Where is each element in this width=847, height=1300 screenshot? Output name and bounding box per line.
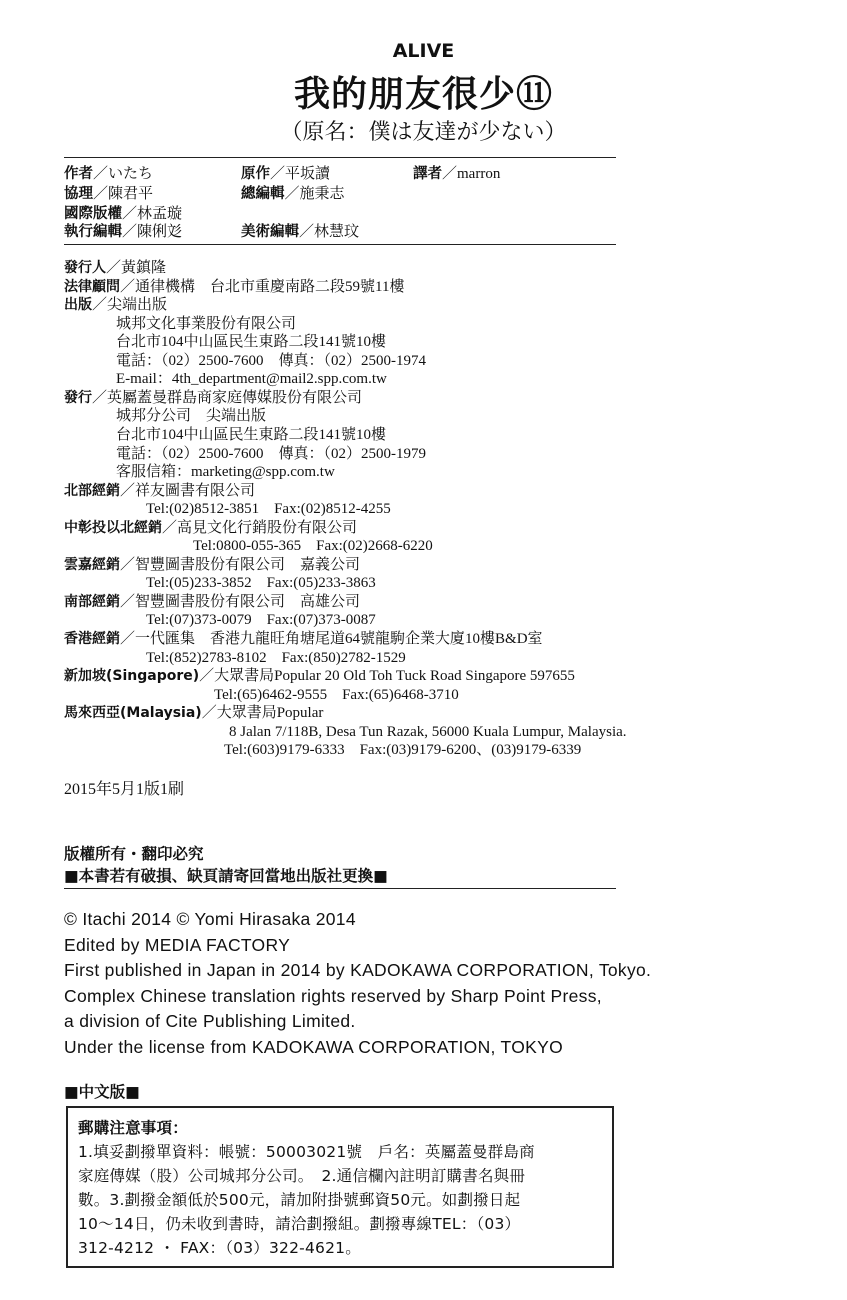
entry-value: Tel:(65)6462-9555 Fax:(65)6468-3710 bbox=[214, 686, 459, 703]
entry-value: 電話：（02）2500-7600 傳真：（02）2500-1974 bbox=[116, 352, 426, 369]
publisher-entry-detail bbox=[193, 537, 433, 555]
divider bbox=[64, 157, 616, 158]
credit-name: 陳俐彣 bbox=[137, 224, 183, 240]
english-rights-line: a division of Cite Publishing Limited. bbox=[64, 1011, 356, 1032]
entry-label: 雲嘉經銷 bbox=[64, 556, 120, 573]
entry-value: Tel:(07)373-0079 Fax:(07)373-0087 bbox=[146, 612, 376, 629]
publisher-entry bbox=[64, 704, 323, 722]
entry-value: 祥友圖書有限公司 bbox=[135, 482, 256, 499]
publisher-entry-detail bbox=[116, 352, 426, 370]
separator: ／ bbox=[120, 631, 136, 647]
publisher-entry bbox=[64, 519, 357, 537]
entry-value: 城邦分公司 尖端出版 bbox=[116, 408, 267, 425]
separator: ／ bbox=[162, 519, 178, 536]
separator: ／ bbox=[106, 260, 122, 276]
damage-replacement-notice: ■本書若有破損、缺頁請寄回當地出版社更換■ bbox=[64, 867, 388, 885]
credit-name: 平坂讀 bbox=[285, 166, 331, 182]
entry-value: 電話：（02）2500-7600 傳真：（02）2500-1979 bbox=[116, 445, 426, 462]
publisher-entry-detail bbox=[116, 333, 386, 351]
english-rights-line: Edited by MEDIA FACTORY bbox=[64, 934, 291, 955]
entry-value: Tel:(852)2783-8102 Fax:(850)2782-1529 bbox=[146, 649, 406, 666]
original-title: （原名：僕は友達が少ない） bbox=[280, 120, 567, 145]
entry-value: Tel:(603)9179-6333 Fax:(03)9179-6200、(03)9179-6339 bbox=[224, 742, 582, 759]
credit-entry bbox=[64, 223, 182, 241]
separator: ／ bbox=[120, 556, 136, 573]
book-title: 我的朋友很少⑪ bbox=[293, 74, 553, 115]
edition-date: 2015年5月1版1刷 bbox=[64, 781, 185, 798]
credit-entry bbox=[64, 165, 153, 183]
credit-name: 林孟璇 bbox=[137, 206, 183, 222]
credit-name: marron bbox=[457, 166, 501, 182]
entry-label: 北部經銷 bbox=[64, 482, 120, 499]
mail-order-notice-box bbox=[66, 1106, 614, 1268]
credit-name: 林慧玟 bbox=[314, 224, 360, 240]
entry-value: Tel:0800-055-365 Fax:(02)2668-6220 bbox=[193, 538, 433, 555]
entry-label: 香港經銷 bbox=[64, 631, 120, 647]
entry-label: 新加坡(Singapore) bbox=[64, 668, 200, 685]
notice-line: 數。3.劃撥金額低於500元，請加附掛號郵資50元。如劃撥日起 bbox=[78, 1191, 521, 1209]
entry-value: 一代匯集 香港九龍旺角塘尾道64號龍駒企業大廈10樓B&D室 bbox=[135, 631, 543, 647]
entry-label: 發行 bbox=[64, 389, 92, 406]
publisher-entry-detail bbox=[116, 370, 387, 388]
publisher-entry-detail bbox=[116, 463, 335, 481]
entry-value: 智豐圖書股份有限公司 嘉義公司 bbox=[135, 556, 361, 573]
entry-label: 馬來西亞(Malaysia) bbox=[64, 705, 202, 722]
credit-name: 施秉志 bbox=[299, 186, 345, 202]
publisher-entry bbox=[64, 556, 360, 574]
publisher-entry-detail bbox=[116, 445, 426, 463]
publisher-entry bbox=[64, 259, 166, 277]
credit-entry bbox=[241, 185, 345, 203]
publisher-entry bbox=[64, 593, 360, 611]
credit-name: 陳君平 bbox=[108, 186, 154, 202]
separator: ／ bbox=[93, 186, 109, 202]
english-rights-line: Under the license from KADOKAWA CORPORATION, TOKYO bbox=[64, 1037, 563, 1057]
publisher-entry-detail bbox=[146, 500, 391, 518]
credit-role: 原作 bbox=[241, 166, 270, 182]
entry-label: 法律顧問 bbox=[64, 278, 120, 295]
divider bbox=[64, 244, 616, 245]
entry-value: 大眾書局Popular bbox=[216, 705, 324, 722]
entry-value: E-mail：4th_department@mail2.spp.com.tw bbox=[116, 371, 387, 388]
entry-value: 8 Jalan 7/118B, Desa Tun Razak, 56000 Kuala Lumpur, Malaysia. bbox=[229, 723, 627, 740]
notice-line: 312-4212 ・ FAX：（03）322-4621。 bbox=[78, 1239, 361, 1257]
credit-role: 協理 bbox=[64, 186, 93, 202]
publisher-entry bbox=[64, 389, 362, 407]
separator: ／ bbox=[284, 186, 300, 202]
publisher-entry-detail bbox=[146, 574, 376, 592]
entry-label: 發行人 bbox=[64, 260, 106, 276]
credit-role: 譯者 bbox=[413, 166, 442, 182]
credit-role: 國際版權 bbox=[64, 206, 122, 222]
notice-line: 家庭傳媒（股）公司城邦分公司。 2.通信欄內註明訂購書名與冊 bbox=[78, 1167, 526, 1185]
credit-entry bbox=[64, 185, 153, 203]
entry-value: 英屬蓋曼群島商家庭傳媒股份有限公司 bbox=[107, 389, 363, 406]
separator: ／ bbox=[442, 166, 458, 182]
entry-value: 黃鎮隆 bbox=[121, 260, 167, 276]
publisher-entry-detail bbox=[229, 723, 627, 741]
separator: ／ bbox=[120, 593, 136, 610]
publisher-entry bbox=[64, 296, 167, 314]
notice-line: 10～14日，仍未收到書時，請洽劃撥組。劃撥專線TEL：（03） bbox=[78, 1215, 521, 1233]
credit-entry bbox=[241, 165, 330, 183]
publisher-entry-detail bbox=[116, 407, 266, 425]
entry-label: 南部經銷 bbox=[64, 593, 120, 610]
edition-label: ■中文版■ bbox=[64, 1083, 140, 1101]
credit-name: いたち bbox=[108, 166, 154, 182]
entry-value: Tel:(02)8512-3851 Fax:(02)8512-4255 bbox=[146, 501, 391, 518]
entry-value: 通律機構 台北市重慶南路二段59號11樓 bbox=[135, 278, 405, 295]
publisher-entry bbox=[64, 630, 543, 648]
entry-value: 高見文化行銷股份有限公司 bbox=[177, 519, 358, 536]
publisher-entry-detail bbox=[146, 649, 406, 667]
divider bbox=[64, 888, 616, 889]
entry-label: 出版 bbox=[64, 297, 92, 314]
separator: ／ bbox=[92, 297, 108, 314]
publisher-entry-detail bbox=[116, 315, 296, 333]
separator: ／ bbox=[122, 224, 138, 240]
notice-line: 1.填妥劃撥單資料：帳號：50003021號 戶名：英屬蓋曼群島商 bbox=[78, 1143, 535, 1161]
entry-label: 中彰投以北經銷 bbox=[64, 519, 162, 536]
separator: ／ bbox=[199, 668, 215, 685]
separator: ／ bbox=[93, 166, 109, 182]
publisher-entry-detail bbox=[116, 426, 386, 444]
series-label: ALIVE bbox=[392, 40, 455, 62]
notice-heading: 郵購注意事項： bbox=[78, 1119, 188, 1137]
publisher-entry bbox=[64, 278, 404, 296]
credit-role: 總編輯 bbox=[241, 186, 285, 202]
separator: ／ bbox=[120, 278, 136, 295]
credit-role: 執行編輯 bbox=[64, 224, 122, 240]
credit-role: 作者 bbox=[64, 166, 93, 182]
entry-value: 大眾書局Popular 20 Old Toh Tuck Road Singapore 597655 bbox=[214, 668, 575, 685]
separator: ／ bbox=[122, 206, 138, 222]
publisher-entry bbox=[64, 667, 575, 685]
entry-value: 台北市104中山區民生東路二段141號10樓 bbox=[116, 334, 387, 351]
publisher-entry-detail bbox=[146, 611, 376, 629]
entry-value: 城邦文化事業股份有限公司 bbox=[116, 315, 297, 332]
separator: ／ bbox=[120, 482, 136, 499]
credit-entry bbox=[241, 223, 359, 241]
separator: ／ bbox=[270, 166, 286, 182]
publisher-entry-detail bbox=[214, 686, 459, 704]
credit-entry bbox=[64, 205, 182, 223]
publisher-entry bbox=[64, 482, 255, 500]
english-rights-line: First published in Japan in 2014 by KADOKAWA CORPORATION, Tokyo. bbox=[64, 960, 652, 981]
entry-value: 智豐圖書股份有限公司 高雄公司 bbox=[135, 593, 361, 610]
english-rights-line: Complex Chinese translation rights reserved by Sharp Point Press, bbox=[64, 985, 602, 1006]
entry-value: 尖端出版 bbox=[107, 297, 168, 314]
separator: ／ bbox=[201, 705, 217, 722]
publisher-entry-detail bbox=[224, 741, 581, 759]
credit-role: 美術編輯 bbox=[241, 224, 299, 240]
separator: ／ bbox=[299, 224, 315, 240]
entry-value: 台北市104中山區民生東路二段141號10樓 bbox=[116, 426, 387, 443]
separator: ／ bbox=[92, 389, 108, 406]
entry-value: Tel:(05)233-3852 Fax:(05)233-3863 bbox=[146, 575, 376, 592]
entry-value: 客服信箱：marketing@spp.com.tw bbox=[116, 464, 335, 481]
copyright-notice: 版權所有・翻印必究 bbox=[64, 845, 204, 863]
english-rights-line: © Itachi 2014 © Yomi Hirasaka 2014 bbox=[64, 909, 356, 929]
credit-entry bbox=[413, 165, 500, 183]
